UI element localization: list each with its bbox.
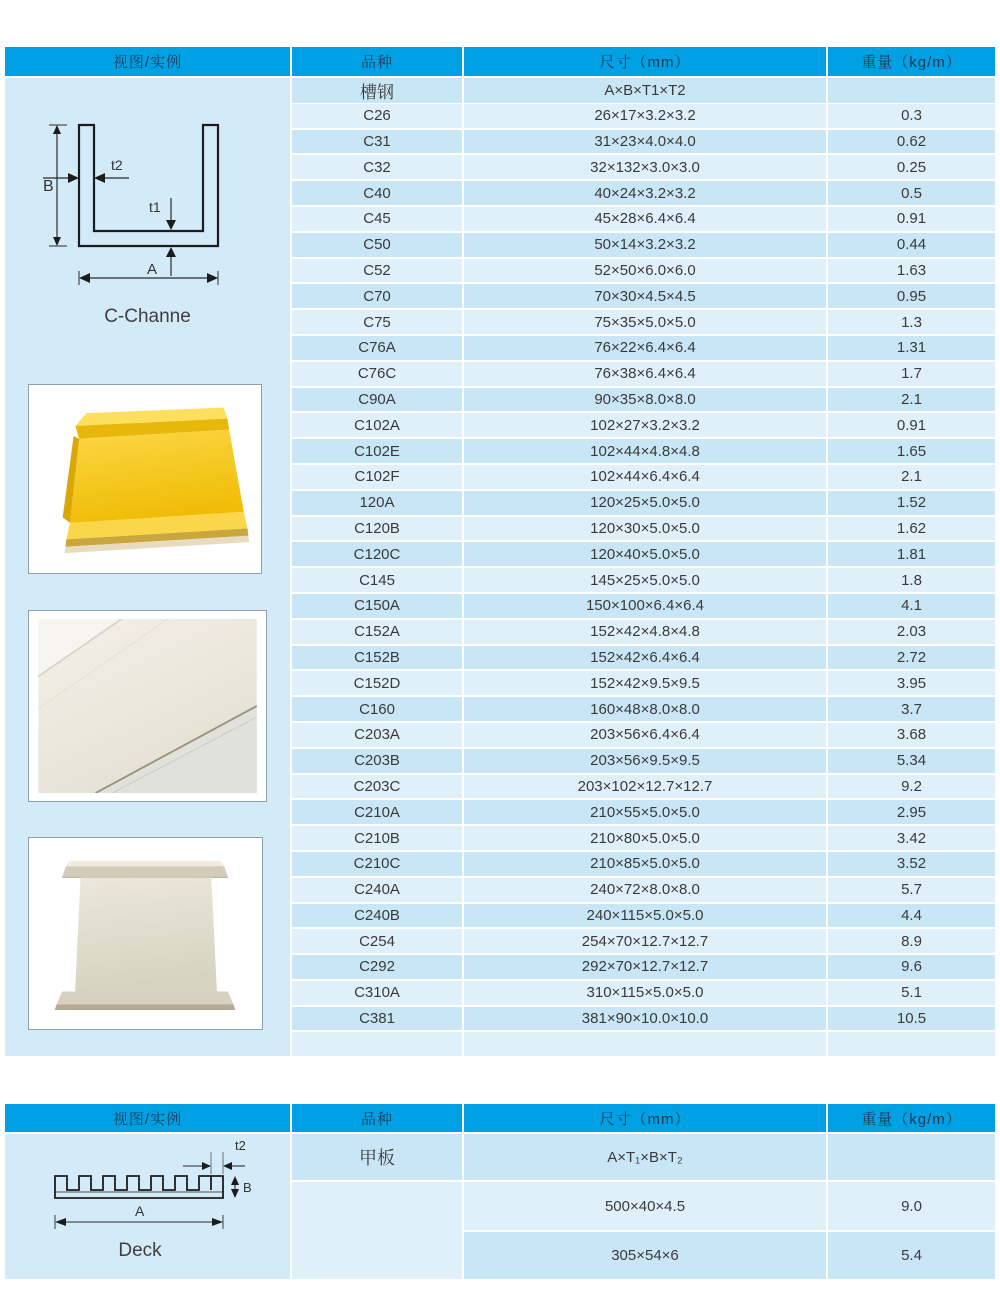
channel-view-panel [5,78,290,1056]
table-row [292,620,995,644]
dim-label-A: A [135,1203,145,1219]
row-dims-cell: 210×55×5.0×5.0 [464,800,826,824]
table-row [292,310,995,334]
row-dims-cell: 102×44×6.4×6.4 [464,465,826,489]
row-dims-cell: 90×35×8.0×8.0 [464,388,826,412]
row-name-cell: C45 [292,207,462,231]
row-name-cell: C152D [292,671,462,695]
row-dims-cell: 145×25×5.0×5.0 [464,568,826,592]
row-dims-cell: 76×22×6.4×6.4 [464,336,826,360]
row-dims-cell: 292×70×12.7×12.7 [464,955,826,979]
row-name-cell: 槽钢 [292,78,462,103]
row-weight-cell: 9.6 [828,955,995,979]
table-row [292,491,995,515]
row-name-cell: C40 [292,181,462,205]
table-row [292,259,995,283]
header-dimensions: 尺寸（mm） [464,1104,826,1132]
table-row [292,904,995,928]
row-name-cell: C145 [292,568,462,592]
dim-label-t2: t2 [235,1138,246,1153]
row-weight-cell: 0.91 [828,413,995,437]
deck-rows [292,1134,995,1279]
table-row [292,130,995,154]
row-name-cell: C75 [292,310,462,334]
row-name-cell: C120C [292,542,462,566]
row-weight-cell: 1.52 [828,491,995,515]
row-name-cell: C254 [292,929,462,953]
row-weight-cell: 2.95 [828,800,995,824]
deck-view-panel [5,1134,290,1279]
row-weight-cell: 1.62 [828,517,995,541]
table-row [292,723,995,747]
row-weight-cell: 0.95 [828,284,995,308]
deck-diagram [5,1134,290,1239]
row-name-cell: C210B [292,826,462,850]
row-weight-cell: 0.5 [828,181,995,205]
dim-label-t2: t2 [111,157,123,173]
row-dims-cell: 254×70×12.7×12.7 [464,929,826,953]
row-weight-cell: 8.9 [828,929,995,953]
dim-label-B: B [243,1180,252,1195]
table-row [292,646,995,670]
row-weight-cell: 1.8 [828,568,995,592]
row-dims-cell: 150×100×6.4×6.4 [464,594,826,618]
row-dims-cell: 52×50×6.0×6.0 [464,259,826,283]
c-channel-outline [79,125,218,246]
row-weight-cell: 1.65 [828,439,995,463]
row-name-cell: C203C [292,775,462,799]
row-weight-cell: 1.31 [828,336,995,360]
row-weight-cell: 4.4 [828,904,995,928]
table-row [292,671,995,695]
table-row [292,413,995,437]
deck-caption: Deck [118,1240,162,1261]
row-weight-cell: 9.0 [828,1182,995,1230]
row-name-cell: C70 [292,284,462,308]
row-weight-cell: 0.25 [828,155,995,179]
row-weight-cell: 0.62 [828,130,995,154]
row-weight-cell: 3.7 [828,697,995,721]
row-dims-cell: 203×102×12.7×12.7 [464,775,826,799]
row-name-cell: C210A [292,800,462,824]
row-weight-cell [828,1032,995,1056]
table-row [292,929,995,953]
table-row [292,336,995,360]
row-dims-cell: 152×42×9.5×9.5 [464,671,826,695]
beam-profile-photo [28,837,263,1030]
row-weight-cell: 9.2 [828,775,995,799]
row-dims-cell: 240×72×8.0×8.0 [464,878,826,902]
row-weight-cell: 5.1 [828,981,995,1005]
row-weight-cell: 3.95 [828,671,995,695]
row-name-cell: C26 [292,104,462,128]
row-dims-cell: A×B×T1×T2 [464,78,826,103]
row-name-cell: C381 [292,1007,462,1031]
table-row [292,594,995,618]
fiberglass-closeup-illustration [37,619,258,793]
row-weight-cell: 5.7 [828,878,995,902]
row-name-cell: C31 [292,130,462,154]
row-weight-cell: 2.72 [828,646,995,670]
row-name-cell: C90A [292,388,462,412]
row-name-cell: C76C [292,362,462,386]
row-dims-cell: 381×90×10.0×10.0 [464,1007,826,1031]
table-row [292,439,995,463]
row-weight-cell: 1.3 [828,310,995,334]
table-row [292,568,995,592]
row-name-cell: C52 [292,259,462,283]
header-view-example: 视图/实例 [5,1104,290,1132]
row-dims-cell: 120×40×5.0×5.0 [464,542,826,566]
row-name-cell: C102F [292,465,462,489]
row-dims-cell: 152×42×6.4×6.4 [464,646,826,670]
row-name-cell: C152A [292,620,462,644]
row-name-cell: C102A [292,413,462,437]
row-dims-cell: 240×115×5.0×5.0 [464,904,826,928]
table-row [292,465,995,489]
table-row [292,1007,995,1031]
header-weight: 重量（kg/m） [828,1104,995,1132]
table-row [292,517,995,541]
row-dims-cell: 203×56×9.5×9.5 [464,749,826,773]
deck-outline [55,1176,223,1198]
row-dims-cell: 160×48×8.0×8.0 [464,697,826,721]
row-weight-cell: 0.3 [828,104,995,128]
table-row [292,181,995,205]
row-dims-cell: 50×14×3.2×3.2 [464,233,826,257]
row-name-cell: C102E [292,439,462,463]
row-dims-cell: 500×40×4.5 [464,1182,826,1230]
deck-table-header-row [5,1104,995,1132]
header-dimensions: 尺寸（mm） [464,47,826,76]
row-name-cell: C203A [292,723,462,747]
row-name-cell: 甲板 [292,1134,462,1180]
table-row [292,284,995,308]
table-row [292,878,995,902]
row-dims-cell: 210×85×5.0×5.0 [464,852,826,876]
row-name-cell: C292 [292,955,462,979]
row-weight-cell: 5.34 [828,749,995,773]
row-weight-cell: 1.7 [828,362,995,386]
row-name-cell: C50 [292,233,462,257]
row-name-cell: C160 [292,697,462,721]
header-weight: 重量（kg/m） [828,47,995,76]
row-name-cell: C150A [292,594,462,618]
row-dims-cell: 26×17×3.2×3.2 [464,104,826,128]
row-dims-cell: 76×38×6.4×6.4 [464,362,826,386]
row-weight-cell [828,1134,995,1180]
row-weight-cell: 2.03 [828,620,995,644]
row-name-cell: C310A [292,981,462,1005]
row-dims-cell [464,1032,826,1056]
row-name-cell [292,1032,462,1056]
row-dims-cell: 310×115×5.0×5.0 [464,981,826,1005]
row-dims-cell: 152×42×4.8×4.8 [464,620,826,644]
row-name-cell: C152B [292,646,462,670]
row-dims-cell: 120×30×5.0×5.0 [464,517,826,541]
channel-rows [292,78,995,1056]
dim-label-t1: t1 [149,199,161,215]
table-row [292,78,995,102]
row-weight-cell [828,78,995,103]
row-weight-cell: 3.42 [828,826,995,850]
table-row [292,155,995,179]
row-name-cell: C210C [292,852,462,876]
row-weight-cell: 3.52 [828,852,995,876]
row-dims-cell: 45×28×6.4×6.4 [464,207,826,231]
table-row [292,775,995,799]
channel-spec-table [5,47,995,1056]
header-variety: 品种 [292,1104,462,1132]
row-dims-cell: 31×23×4.0×4.0 [464,130,826,154]
table-row [292,749,995,773]
beam-profile-illustration [37,846,254,1021]
row-dims-cell: 102×44×4.8×4.8 [464,439,826,463]
row-dims-cell: 210×80×5.0×5.0 [464,826,826,850]
fiberglass-closeup-photo [28,610,267,802]
header-variety: 品种 [292,47,462,76]
yellow-channel-photo [28,384,262,574]
row-dims-cell: 32×132×3.0×3.0 [464,155,826,179]
row-name-cell: C240A [292,878,462,902]
row-dims-cell: 70×30×4.5×4.5 [464,284,826,308]
channel-table-header-row [5,47,995,76]
table-row [292,362,995,386]
table-row [292,207,995,231]
row-dims-cell: 75×35×5.0×5.0 [464,310,826,334]
row-name-cell [292,1182,462,1279]
table-row [292,542,995,566]
table-row [292,800,995,824]
table-row [292,981,995,1005]
table-row [292,388,995,412]
table-row [292,1032,995,1056]
channel-caption: C-Channe [104,306,191,327]
row-weight-cell: 2.1 [828,388,995,412]
dim-label-A: A [147,261,158,278]
row-dims-cell: 120×25×5.0×5.0 [464,491,826,515]
table-row [292,852,995,876]
row-weight-cell: 0.91 [828,207,995,231]
row-dims-cell: 102×27×3.2×3.2 [464,413,826,437]
row-dims-cell: 203×56×6.4×6.4 [464,723,826,747]
row-weight-cell: 0.44 [828,233,995,257]
row-dims-cell: A×T₁×B×T₂ [464,1134,826,1180]
dim-label-B: B [43,178,54,195]
row-weight-cell: 1.63 [828,259,995,283]
row-weight-cell: 3.68 [828,723,995,747]
table-row [292,826,995,850]
row-name-cell: 120A [292,491,462,515]
header-view-example: 视图/实例 [5,47,290,76]
row-name-cell: C32 [292,155,462,179]
table-row [292,955,995,979]
row-weight-cell: 10.5 [828,1007,995,1031]
yellow-channel-illustration [37,393,253,565]
table-row [292,233,995,257]
row-weight-cell: 1.81 [828,542,995,566]
row-name-cell: C203B [292,749,462,773]
row-name-cell: C120B [292,517,462,541]
deck-spec-table [5,1104,995,1279]
row-weight-cell: 2.1 [828,465,995,489]
c-channel-diagram [5,78,290,338]
row-dims-cell: 40×24×3.2×3.2 [464,181,826,205]
table-row [292,697,995,721]
row-weight-cell: 5.4 [828,1232,995,1279]
row-dims-cell: 305×54×6 [464,1232,826,1279]
row-name-cell: C240B [292,904,462,928]
row-weight-cell: 4.1 [828,594,995,618]
table-row [292,104,995,128]
row-name-cell: C76A [292,336,462,360]
